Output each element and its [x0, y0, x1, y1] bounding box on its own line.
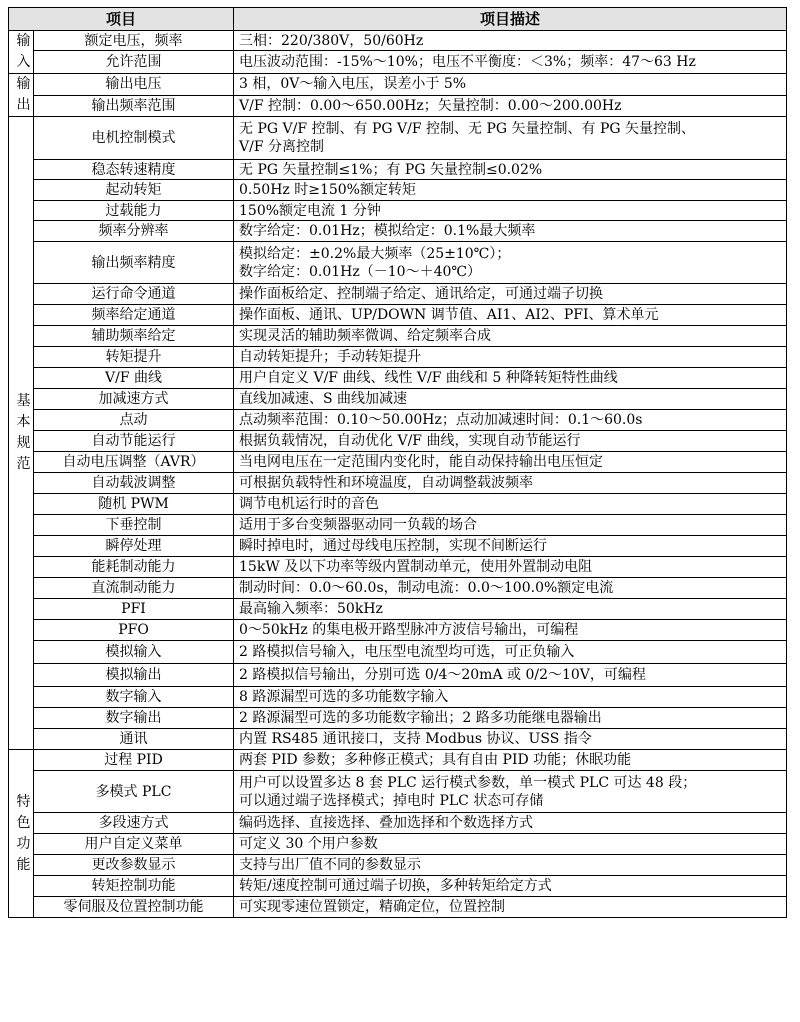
table-row — [9, 452, 787, 473]
description-cell — [234, 51, 787, 74]
item-cell: 辅助频率给定 — [34, 326, 234, 347]
item-cell: 能耗制动能力 — [34, 557, 234, 578]
description-cell — [234, 452, 787, 473]
description-line: 制动时间：0.0～60.0s，制动电流：0.0～100.0%额定电流 — [239, 580, 614, 596]
description-cell — [234, 876, 787, 897]
description-line: 操作面板、通讯、UP/DOWN 调节值、AI1、AI2、PFI、算术单元 — [239, 307, 659, 323]
description-line: 瞬时掉电时，通过母线电压控制，实现不间断运行 — [239, 538, 548, 554]
description-line: 3 相，0V～输入电压，误差小于 5% — [239, 76, 467, 93]
description-cell — [234, 347, 787, 368]
description-cell — [234, 771, 787, 813]
spec-table — [8, 7, 787, 918]
item-cell: 多段速方式 — [34, 813, 234, 834]
item-cell: 零伺服及位置控制功能 — [34, 897, 234, 918]
description-line: 三相：220/380V，50/60Hz — [239, 32, 424, 49]
item-cell: 起动转矩 — [34, 180, 234, 201]
item-cell: 转矩提升 — [34, 347, 234, 368]
table-row — [9, 347, 787, 368]
description-cell — [234, 368, 787, 389]
table-row — [9, 242, 787, 284]
description-cell — [234, 620, 787, 641]
description-line: 2 路模拟信号输入，电压型电流型均可选，可正负输入 — [239, 644, 575, 660]
item-cell: 过载能力 — [34, 201, 234, 221]
description-cell — [234, 201, 787, 221]
table-row — [9, 368, 787, 389]
description-cell — [234, 687, 787, 708]
description-cell — [234, 160, 787, 180]
description-cell — [234, 242, 787, 284]
description-line: 转矩/速度控制可通过端子切换，多种转矩给定方式 — [239, 878, 552, 894]
item-cell: 加减速方式 — [34, 389, 234, 410]
table-row — [9, 729, 787, 750]
description-cell — [234, 95, 787, 117]
item-cell: PFO — [34, 620, 234, 641]
table-row — [9, 51, 787, 74]
description-line: 模拟给定：±0.2%最大频率（25±10℃）； — [239, 245, 511, 262]
description-line: 2 路模拟信号输出，分别可选 0/4～20mA 或 0/2～10V，可编程 — [239, 667, 646, 683]
category-cell: 输出 — [9, 74, 34, 117]
item-cell: 点动 — [34, 410, 234, 431]
table-row — [9, 326, 787, 347]
table-row — [9, 578, 787, 599]
table-row — [9, 95, 787, 117]
description-line: 用户自定义 V/F 曲线、线性 V/F 曲线和 5 种降转矩特性曲线 — [239, 370, 618, 386]
description-line: 自动转矩提升；手动转矩提升 — [239, 349, 422, 365]
item-cell: V/F 曲线 — [34, 368, 234, 389]
description-cell — [234, 515, 787, 536]
description-line: 0～50kHz 的集电极开路型脉冲方波信号输出，可编程 — [239, 622, 579, 638]
category-cell: 基本规范 — [9, 117, 34, 750]
description-cell — [234, 664, 787, 687]
description-cell — [234, 729, 787, 750]
table-row — [9, 536, 787, 557]
description-cell — [234, 473, 787, 494]
item-cell: 过程 PID — [34, 750, 234, 771]
description-cell — [234, 494, 787, 515]
description-line: 无 PG V/F 控制、有 PG V/F 控制、无 PG 矢量控制、有 PG 矢量控制、 — [239, 121, 696, 137]
description-line: 数字给定：0.01Hz（－10～＋40℃） — [239, 263, 482, 280]
table-row — [9, 410, 787, 431]
table-row — [9, 855, 787, 876]
description-cell — [234, 410, 787, 431]
item-cell: 模拟输入 — [34, 641, 234, 664]
description-line: 可根据负载特性和环境温度，自动调整载波频率 — [239, 475, 534, 491]
description-line: 支持与出厂值不同的参数显示 — [239, 857, 422, 873]
description-cell — [234, 708, 787, 729]
header-row — [9, 8, 787, 31]
table-row — [9, 599, 787, 620]
description-cell — [234, 221, 787, 242]
description-cell — [234, 750, 787, 771]
description-line: 点动频率范围：0.10～50.00Hz；点动加减速时间：0.1～60.0s — [239, 412, 643, 428]
table-row — [9, 771, 787, 813]
description-line: 适用于多台变频器驱动同一负载的场合 — [239, 517, 478, 533]
item-cell: PFI — [34, 599, 234, 620]
item-cell: 模拟输出 — [34, 664, 234, 687]
item-cell: 随机 PWM — [34, 494, 234, 515]
description-cell — [234, 180, 787, 201]
table-row — [9, 876, 787, 897]
description-line: 操作面板给定、控制端子给定、通讯给定，可通过端子切换 — [239, 286, 604, 302]
table-row — [9, 117, 787, 160]
item-cell: 直流制动能力 — [34, 578, 234, 599]
table-row — [9, 389, 787, 410]
description-line: 用户可以设置多达 8 套 PLC 运行模式参数，单一模式 PLC 可达 48 段； — [239, 774, 697, 791]
description-cell — [234, 557, 787, 578]
description-cell — [234, 641, 787, 664]
description-line: 无 PG 矢量控制≤1%；有 PG 矢量控制≤0.02% — [239, 161, 543, 178]
description-line: 内置 RS485 通讯接口，支持 Modbus 协议、USS 指令 — [239, 731, 592, 747]
description-cell — [234, 813, 787, 834]
table-row — [9, 813, 787, 834]
item-cell: 多模式 PLC — [34, 771, 234, 813]
item-cell: 用户自定义菜单 — [34, 834, 234, 855]
description-cell — [234, 536, 787, 557]
header-item: 项目 — [9, 8, 234, 31]
table-row — [9, 494, 787, 515]
description-line: 最高输入频率：50kHz — [239, 601, 383, 617]
description-cell — [234, 31, 787, 51]
table-row — [9, 180, 787, 201]
table-row — [9, 74, 787, 96]
table-row — [9, 620, 787, 641]
table-row — [9, 664, 787, 687]
description-line: 电压波动范围：-15%～10%；电压不平衡度：＜3%；频率：47～63 Hz — [239, 54, 696, 71]
table-row — [9, 431, 787, 452]
table-row — [9, 750, 787, 771]
description-line: 实现灵活的辅助频率微调、给定频率合成 — [239, 328, 492, 344]
item-cell: 自动载波调整 — [34, 473, 234, 494]
item-cell: 瞬停处理 — [34, 536, 234, 557]
description-line: 150%额定电流 1 分钟 — [239, 202, 381, 219]
table-row — [9, 708, 787, 729]
description-cell — [234, 117, 787, 160]
table-row — [9, 834, 787, 855]
table-row — [9, 473, 787, 494]
table-row — [9, 31, 787, 51]
table-row — [9, 687, 787, 708]
category-cell: 特色功能 — [9, 750, 34, 918]
item-cell: 输出频率范围 — [34, 95, 234, 117]
description-line: 可实现零速位置锁定，精确定位，位置控制 — [239, 899, 506, 915]
description-cell — [234, 855, 787, 876]
item-cell: 频率分辨率 — [34, 221, 234, 242]
description-cell — [234, 578, 787, 599]
description-cell — [234, 389, 787, 410]
description-line: V/F 控制：0.00～650.00Hz；矢量控制：0.00～200.00Hz — [239, 97, 622, 114]
table-row — [9, 557, 787, 578]
table-row — [9, 221, 787, 242]
description-cell — [234, 305, 787, 326]
item-cell: 转矩控制功能 — [34, 876, 234, 897]
description-cell — [234, 74, 787, 96]
description-line: 调节电机运行时的音色 — [239, 496, 380, 512]
table-row — [9, 641, 787, 664]
item-cell: 数字输出 — [34, 708, 234, 729]
item-cell: 频率给定通道 — [34, 305, 234, 326]
item-cell: 运行命令通道 — [34, 284, 234, 305]
description-line: 当电网电压在一定范围内变化时，能自动保持输出电压恒定 — [239, 454, 604, 470]
description-line: 2 路源漏型可选的多功能数字输出；2 路多功能继电器输出 — [239, 710, 602, 726]
description-cell — [234, 431, 787, 452]
category-cell: 输入 — [9, 31, 34, 74]
description-line: V/F 分离控制 — [239, 139, 325, 155]
item-cell: 数字输入 — [34, 687, 234, 708]
description-line: 15kW 及以下功率等级内置制动单元，使用外置制动电阻 — [239, 559, 593, 575]
description-line: 两套 PID 参数；多种修正模式；具有自由 PID 功能；休眠功能 — [239, 752, 632, 768]
spec-table-body — [9, 31, 787, 918]
table-row — [9, 305, 787, 326]
item-cell: 允许范围 — [34, 51, 234, 74]
item-cell: 通讯 — [34, 729, 234, 750]
description-cell — [234, 897, 787, 918]
item-cell: 输出频率精度 — [34, 242, 234, 284]
item-cell: 额定电压，频率 — [34, 31, 234, 51]
table-row — [9, 160, 787, 180]
item-cell: 自动电压调整（AVR） — [34, 452, 234, 473]
header-description: 项目描述 — [234, 8, 787, 31]
description-line: 直线加减速、S 曲线加减速 — [239, 391, 408, 407]
description-line: 8 路源漏型可选的多功能数字输入 — [239, 689, 449, 705]
description-cell — [234, 284, 787, 305]
table-row — [9, 897, 787, 918]
description-cell — [234, 599, 787, 620]
item-cell: 输出电压 — [34, 74, 234, 96]
table-row — [9, 284, 787, 305]
item-cell: 下垂控制 — [34, 515, 234, 536]
table-row — [9, 515, 787, 536]
description-line: 根据负载情况，自动优化 V/F 曲线，实现自动节能运行 — [239, 433, 581, 449]
item-cell: 自动节能运行 — [34, 431, 234, 452]
item-cell: 更改参数显示 — [34, 855, 234, 876]
item-cell: 电机控制模式 — [34, 117, 234, 160]
description-line: 可定义 30 个用户参数 — [239, 836, 378, 852]
item-cell: 稳态转速精度 — [34, 160, 234, 180]
description-line: 编码选择、直接选择、叠加选择和个数选择方式 — [239, 815, 534, 831]
description-line: 0.50Hz 时≥150%额定转矩 — [239, 182, 416, 198]
description-line: 数字给定：0.01Hz；模拟给定：0.1%最大频率 — [239, 223, 536, 239]
description-cell — [234, 834, 787, 855]
table-row — [9, 201, 787, 221]
description-line: 可以通过端子选择模式；掉电时 PLC 状态可存储 — [239, 792, 544, 809]
description-cell — [234, 326, 787, 347]
